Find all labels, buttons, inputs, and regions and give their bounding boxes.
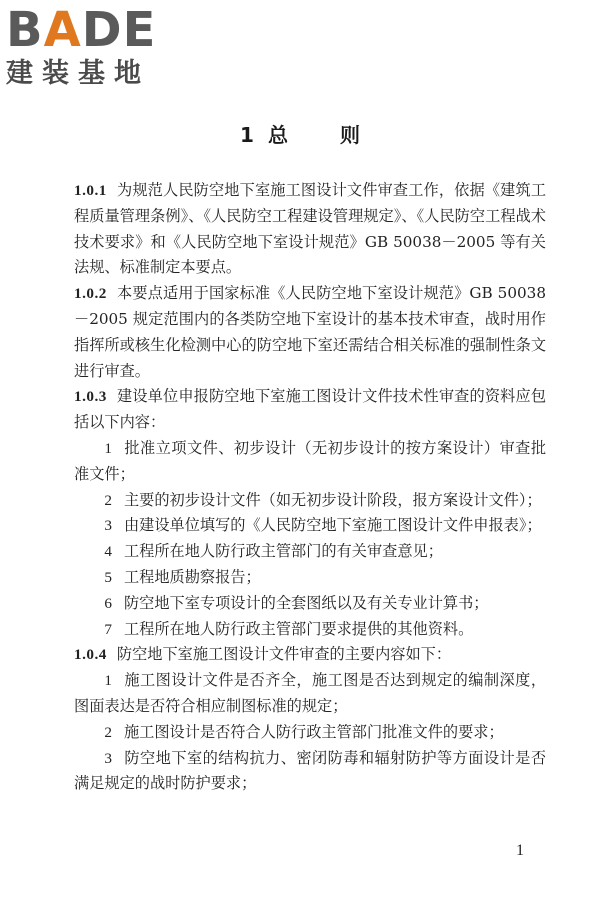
clause-1-0-2	[74, 281, 546, 384]
logo-letter-b: B	[6, 2, 44, 58]
item-number: 4	[104, 543, 112, 561]
item-number: 1	[104, 672, 112, 690]
logo-wordmark	[6, 4, 206, 56]
item-text: 施工图设计是否符合人防行政主管部门批准文件的要求；	[123, 722, 504, 741]
logo-letter-a-accent: A	[43, 2, 82, 58]
clause-number: 1.0.4	[74, 646, 107, 664]
list-item	[74, 565, 546, 591]
item-number: 7	[104, 620, 112, 638]
list-item	[74, 513, 546, 539]
clause-text: 建设单位申报防空地下室施工图设计文件技术性审查的资料应包括以下内容：	[74, 387, 546, 432]
item-text: 主要的初步设计文件（如无初步设计阶段，报方案设计文件）；	[123, 490, 542, 509]
item-text: 防空地下室专项设计的全套图纸以及有关专业计算书；	[123, 593, 489, 612]
list-item	[74, 617, 546, 643]
item-number: 2	[104, 491, 112, 509]
brand-logo	[6, 4, 206, 100]
clause-number: 1.0.2	[74, 285, 107, 303]
item-text: 工程所在地人防行政主管部门要求提供的其他资料。	[123, 619, 474, 638]
chapter-title	[0, 120, 600, 150]
item-text: 工程所在地人防行政主管部门的有关审查意见；	[123, 542, 443, 561]
item-number: 3	[104, 517, 112, 535]
clause-1-0-1	[74, 178, 546, 281]
clause-number: 1.0.1	[74, 182, 107, 199]
list-item	[74, 488, 546, 514]
logo-letters-de: DE	[81, 2, 157, 58]
clause-text: 为规范人民防空地下室施工图设计文件审查工作，依据《建筑工程质量管理条例》、《人民防空工程建设管理规定》、《人民防空工程战术技术要求》和《人民防空地下室设计规范》GB 50038－2005 等有关法规、标准制定本要点。	[74, 181, 546, 277]
clause-1-0-4	[74, 642, 546, 668]
chapter-word-1: 总	[267, 123, 288, 147]
item-text: 工程地质勘察报告；	[123, 567, 261, 586]
logo-subtitle: 建装基地	[6, 58, 150, 89]
item-text: 防空地下室的结构抗力、密闭防毒和辐射防护等方面设计是否满足规定的战时防护要求；	[74, 748, 546, 793]
list-item	[74, 591, 546, 617]
item-number: 1	[104, 439, 112, 457]
list-item	[74, 668, 546, 720]
item-number: 2	[104, 723, 112, 741]
item-number: 5	[104, 568, 112, 586]
item-number: 6	[104, 594, 112, 612]
list-item	[74, 539, 546, 565]
list-item	[74, 436, 546, 488]
list-item	[74, 720, 546, 746]
clause-number: 1.0.3	[74, 388, 107, 406]
document-body	[74, 178, 546, 797]
page-number: 1	[516, 842, 524, 859]
item-number: 3	[104, 749, 112, 767]
item-text: 施工图设计文件是否齐全，施工图是否达到规定的编制深度，图面表达是否符合相应制图标准的规定；	[74, 671, 546, 715]
item-text: 由建设单位填写的《人民防空地下室施工图设计文件申报表》；	[123, 516, 542, 535]
chapter-number: 1	[240, 123, 254, 147]
list-item	[74, 746, 546, 798]
item-text: 批准立项文件、初步设计（无初步设计的按方案设计）审查批准文件；	[74, 438, 546, 483]
chapter-word-2: 则	[339, 123, 360, 147]
clause-1-0-3	[74, 384, 546, 436]
clause-text: 防空地下室施工图设计文件审查的主要内容如下：	[116, 645, 451, 664]
clause-text: 本要点适用于国家标准《人民防空地下室设计规范》GB 50038－2005 规定范围内的各类防空地下室设计的基本技术审查，战时用作指挥所或核生化检测中心的防空地下室还需结合相关标准的强制性条文进行审查。	[74, 284, 546, 380]
